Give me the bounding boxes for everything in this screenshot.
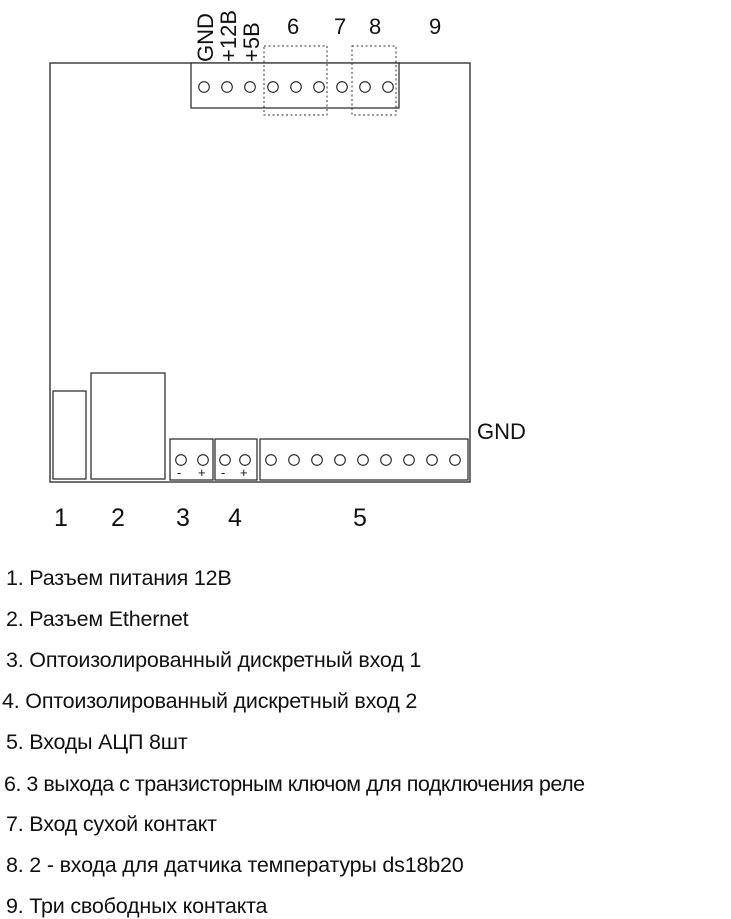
number-2: 2	[111, 504, 125, 532]
number-4: 4	[228, 504, 242, 532]
label-6: 6	[287, 14, 300, 39]
terminal-4-plus: +	[240, 465, 248, 480]
legend-item-8: 8. 2 - входа для датчика температуры ds18b20	[6, 853, 464, 877]
label-7: 7	[334, 14, 347, 39]
number-5: 5	[353, 504, 367, 532]
label-plus5: +5B	[239, 22, 264, 62]
ethernet-port	[91, 373, 165, 479]
legend-item-7: 7. Вход сухой контакт	[6, 812, 217, 836]
label-plus12: +12B	[216, 10, 241, 62]
number-1: 1	[54, 504, 68, 532]
legend-item-2: 2. Разъем Ethernet	[6, 607, 189, 631]
number-3: 3	[176, 504, 190, 532]
label-8: 8	[369, 14, 382, 39]
legend-item-5: 5. Входы АЦП 8шт	[6, 730, 188, 754]
label-9: 9	[429, 14, 442, 39]
terminal-4-minus: -	[221, 465, 226, 480]
label-gnd: GND	[193, 13, 218, 62]
legend-item-3: 3. Оптоизолированный дискретный вход 1	[6, 648, 422, 672]
legend-item-6: 6. 3 выхода с транзисторным ключом для подключения реле	[4, 772, 585, 796]
terminal-3-minus: -	[177, 465, 182, 480]
power-jack	[53, 391, 86, 479]
legend-item-9: 9. Три свободных контакта	[6, 894, 268, 918]
legend-item-4: 4. Оптоизолированный дискретный вход 2	[2, 689, 418, 713]
legend-item-1: 1. Разъем питания 12В	[6, 566, 232, 590]
terminal-3-plus: +	[198, 465, 206, 480]
label-gnd-right: GND	[477, 419, 526, 444]
